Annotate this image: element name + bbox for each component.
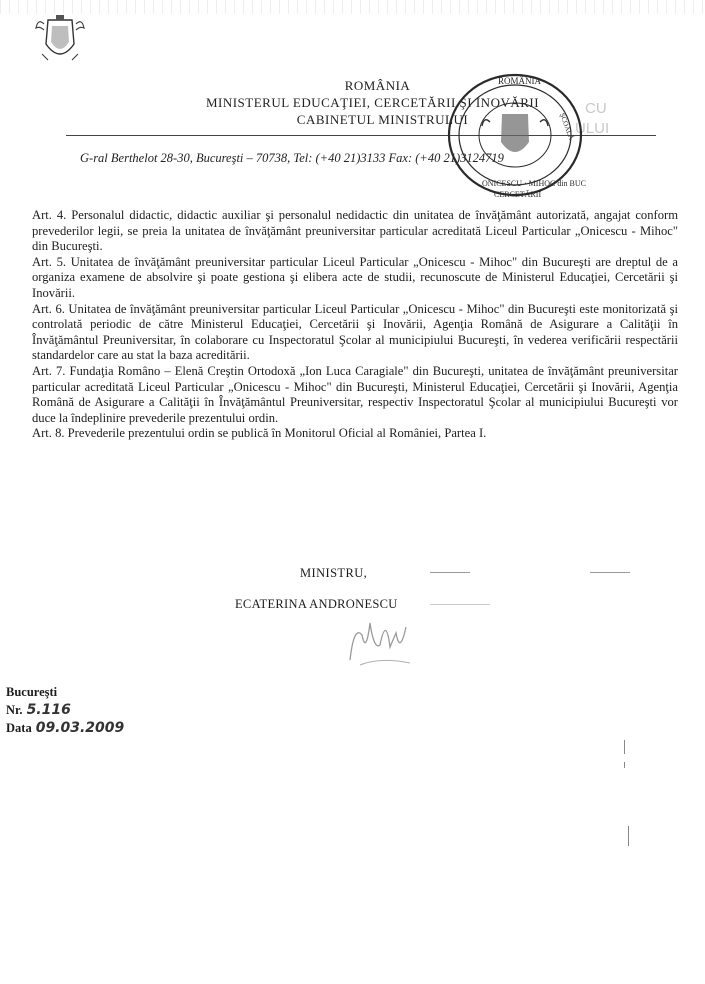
number-label: Nr. xyxy=(6,703,23,717)
handwritten-signature-icon xyxy=(340,605,430,675)
signatory-title: MINISTRU, xyxy=(300,566,368,580)
address-line: G-ral Berthelot 28-30, Bucureşti – 70738, Tel: (+40 21)3133 Fax: (+40 21)3124719 xyxy=(80,151,504,165)
article-8: Art. 8. Prevederile prezentului ordin se publică în Monitorul Oficial al României, Partea I. xyxy=(32,426,487,441)
official-stamp-icon xyxy=(440,70,590,200)
order-articles xyxy=(32,208,678,442)
city-label: Bucureşti xyxy=(6,685,58,699)
stamp-bottom-text: CERCETĂRII xyxy=(494,190,542,199)
article-4: Art. 4. Personalul didactic, didactic auxiliar şi personalul nedidactic din unitatea de învăţământ autorizată, angajat conform prevederilor legii, se preia la unitatea de învăţământ preuniversitar particular acreditată Liceul Particular „Onicescu - Mihoc" din Bucureşti. xyxy=(32,208,678,254)
registration-block xyxy=(6,683,124,737)
article-7: Art. 7. Fundaţia Româno – Elenă Creştin Ortodoxă „Ion Luca Caragiale" din Bucureşti, unitatea de învăţământ preuniversitar particular acreditată Liceul Particular „Onicescu - Mihoc" din Bucureşti, Ministerul Educaţiei, Cercetării şi Inovării, Agenţia Română de Asigurare a Calităţii în Învăţământul Preuniversitar, respectiv Inspectoratul Şcolar al municipiului Bucureşti vor duce la îndeplinire prevederile prezentului ordin. xyxy=(32,363,678,425)
article-5: Art. 5. Unitatea de învăţământ preuniversitar particular Liceul Particular „Onicescu - Mihoc" din Bucureşti are dreptul de a organiza examene de absolvire şi poate gestiona şi elibera acte de studii, recunoscute de Ministerul Educaţiei, Cercetării şi Inovării. xyxy=(32,254,678,300)
article-6: Art. 6. Unitatea de învăţământ preuniversitar particular Liceul Particular „Onicescu - Mihoc" din Bucureşti este monitorizată şi controlată periodic de către Ministerul Educaţiei, Cercetării şi Inovării, Agenţia Română de Asigurare a Calităţii în Învăţământul Preuniversitar, în colaborare cu Inspectoratul Şcolar al municipiului Bucureşti, în vederea verificării respectării standardelor care au stat la baza acreditării. xyxy=(32,301,678,363)
cabinet-heading: CABINETUL MINISTRULUI xyxy=(296,112,469,127)
scan-mark xyxy=(628,826,629,846)
registration-number: 5.116 xyxy=(26,702,71,718)
registration-date: 09.03.2009 xyxy=(35,720,125,736)
scan-mark xyxy=(430,604,490,605)
scan-mark xyxy=(624,740,625,754)
bleed-through-text: CU xyxy=(585,100,607,117)
country-heading: ROMÂNIA xyxy=(344,78,411,93)
date-label: Data xyxy=(6,721,32,735)
coat-of-arms-icon xyxy=(34,14,86,66)
bleed-through-text: ULUI xyxy=(575,120,610,137)
stamp-side-text: ŞCOALĂ xyxy=(558,111,576,142)
scan-mark xyxy=(430,572,470,573)
scan-mark xyxy=(624,762,625,768)
scan-mark xyxy=(590,572,630,573)
stamp-top-text: ROMÂNIA xyxy=(498,76,542,86)
scan-noise xyxy=(0,0,705,14)
stamp-lower-text: ONICESCU · MIHOC din BUC xyxy=(482,179,587,188)
signatory-name: ECATERINA ANDRONESCU xyxy=(235,597,398,611)
ministry-heading: MINISTERUL EDUCAŢIEI, CERCETĂRII ŞI INOVĂRII xyxy=(205,95,540,110)
